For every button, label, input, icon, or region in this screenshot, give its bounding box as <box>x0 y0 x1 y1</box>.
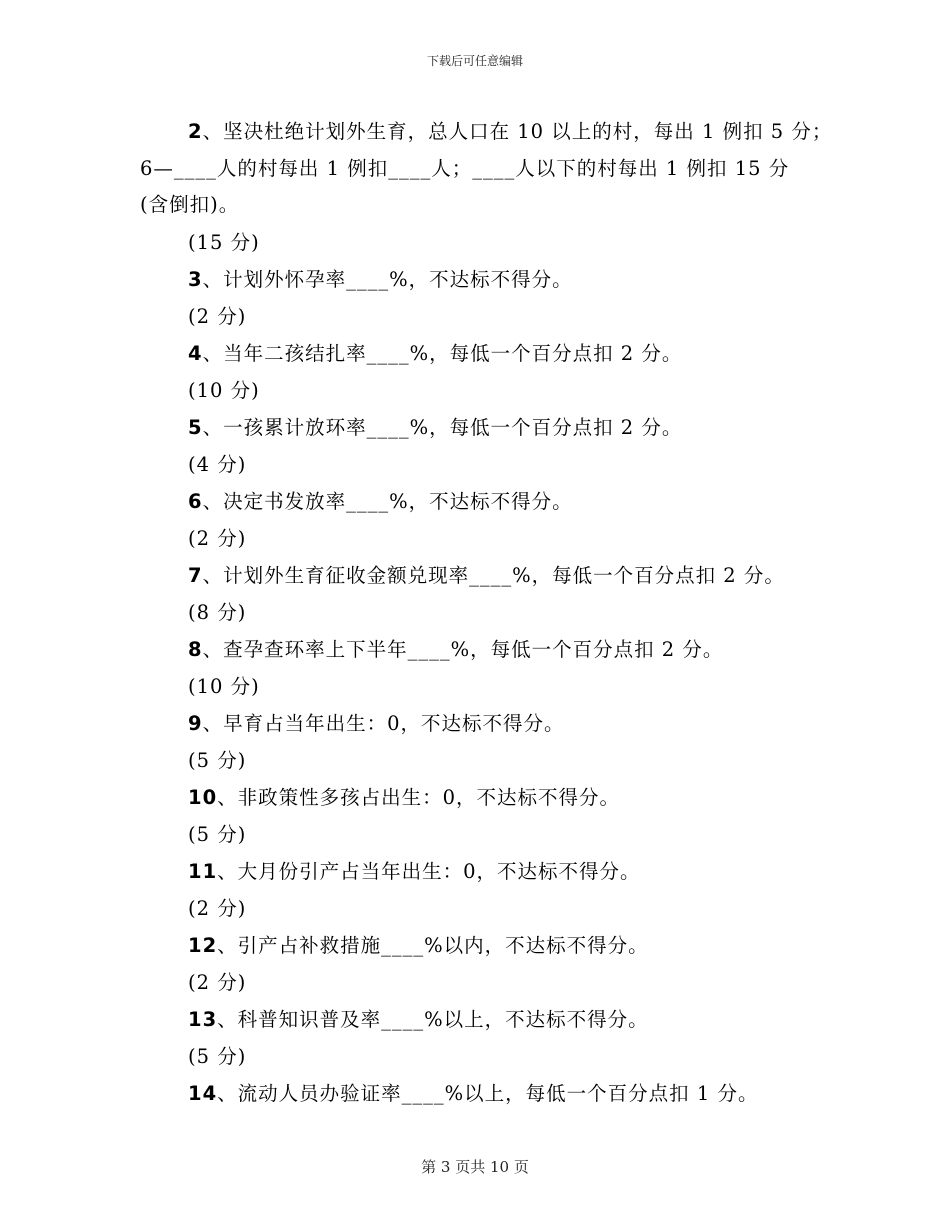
item-number: 6 <box>188 490 203 513</box>
list-item <box>188 486 573 514</box>
score-line <box>188 819 246 847</box>
list-item <box>140 153 789 181</box>
item-number: 12 <box>188 934 218 957</box>
item-text: 、非政策性多孩占出生：0，不达标不得分。 <box>217 786 621 809</box>
item-text: 、决定书发放率____%，不达标不得分。 <box>202 490 573 513</box>
item-text: 、早育占当年出生：0，不达标不得分。 <box>202 712 565 735</box>
item-text: 、查孕查环率上下半年____%，每低一个百分点扣 2 分。 <box>202 638 724 661</box>
item-number: 14 <box>188 1082 218 1105</box>
item-text: 、计划外怀孕率____%，不达标不得分。 <box>202 268 573 291</box>
score-line <box>188 745 246 773</box>
score-line <box>188 523 246 551</box>
item-number: 2 <box>188 120 203 143</box>
score-line <box>188 893 246 921</box>
list-item <box>188 634 723 662</box>
item-number: 11 <box>188 860 218 883</box>
list-item <box>188 782 620 810</box>
item-text: 、计划外生育征收金额兑现率____%，每低一个百分点扣 2 分。 <box>202 564 785 587</box>
item-text: 、坚决杜绝计划外生育，总人口在 10 以上的村，每出 1 例扣 5 分； <box>202 120 833 143</box>
item-text: 、引产占补救措施____%以内，不达标不得分。 <box>217 934 649 957</box>
list-item <box>188 1078 758 1106</box>
item-number: 5 <box>188 416 203 439</box>
item-number: 9 <box>188 712 203 735</box>
item-number: 13 <box>188 1008 218 1031</box>
list-item <box>140 189 239 217</box>
item-text: 、大月份引产占当年出生：0，不达标不得分。 <box>217 860 641 883</box>
item-text: (10 分) <box>188 675 260 698</box>
item-text: 、流动人员办验证率____%以上，每低一个百分点扣 1 分。 <box>217 1082 759 1105</box>
list-item <box>188 930 649 958</box>
list-item <box>188 264 573 292</box>
item-text: 、一孩累计放环率____%，每低一个百分点扣 2 分。 <box>202 416 683 439</box>
item-text: (2 分) <box>188 527 247 550</box>
score-line <box>188 671 260 699</box>
item-text: (10 分) <box>188 379 260 402</box>
list-item <box>188 338 682 366</box>
item-text: (15 分) <box>188 231 260 254</box>
score-line <box>188 1041 246 1069</box>
item-number: 10 <box>188 786 218 809</box>
item-text: (8 分) <box>188 601 247 624</box>
item-number: 3 <box>188 268 203 291</box>
item-text: (5 分) <box>188 749 247 772</box>
score-line <box>188 375 260 403</box>
item-text: (5 分) <box>188 1045 247 1068</box>
page-header: 下载后可任意编辑 <box>426 54 523 68</box>
list-item <box>188 1004 649 1032</box>
item-number: 8 <box>188 638 203 661</box>
item-text: 、当年二孩结扎率____%，每低一个百分点扣 2 分。 <box>202 342 683 365</box>
score-line <box>188 967 246 995</box>
item-number: 7 <box>188 564 203 587</box>
score-line <box>188 449 246 477</box>
item-text: (4 分) <box>188 453 247 476</box>
item-text: (2 分) <box>188 971 247 994</box>
item-text: (5 分) <box>188 823 247 846</box>
list-item <box>188 560 785 588</box>
list-item <box>188 116 832 144</box>
item-text: (含倒扣)。 <box>140 193 240 216</box>
list-item <box>188 708 565 736</box>
score-line <box>188 301 246 329</box>
list-item <box>188 412 682 440</box>
score-line <box>188 597 246 625</box>
item-number: 4 <box>188 342 203 365</box>
list-item <box>188 856 641 884</box>
item-text: 、科普知识普及率____%以上，不达标不得分。 <box>217 1008 649 1031</box>
page-footer: 第 3 页共 10 页 <box>421 1158 529 1176</box>
item-text: (2 分) <box>188 305 247 328</box>
item-text: (2 分) <box>188 897 247 920</box>
item-text: 6—____人的村每出 1 例扣____人；____人以下的村每出 1 例扣 15 分 <box>140 157 790 180</box>
score-line <box>188 227 260 255</box>
